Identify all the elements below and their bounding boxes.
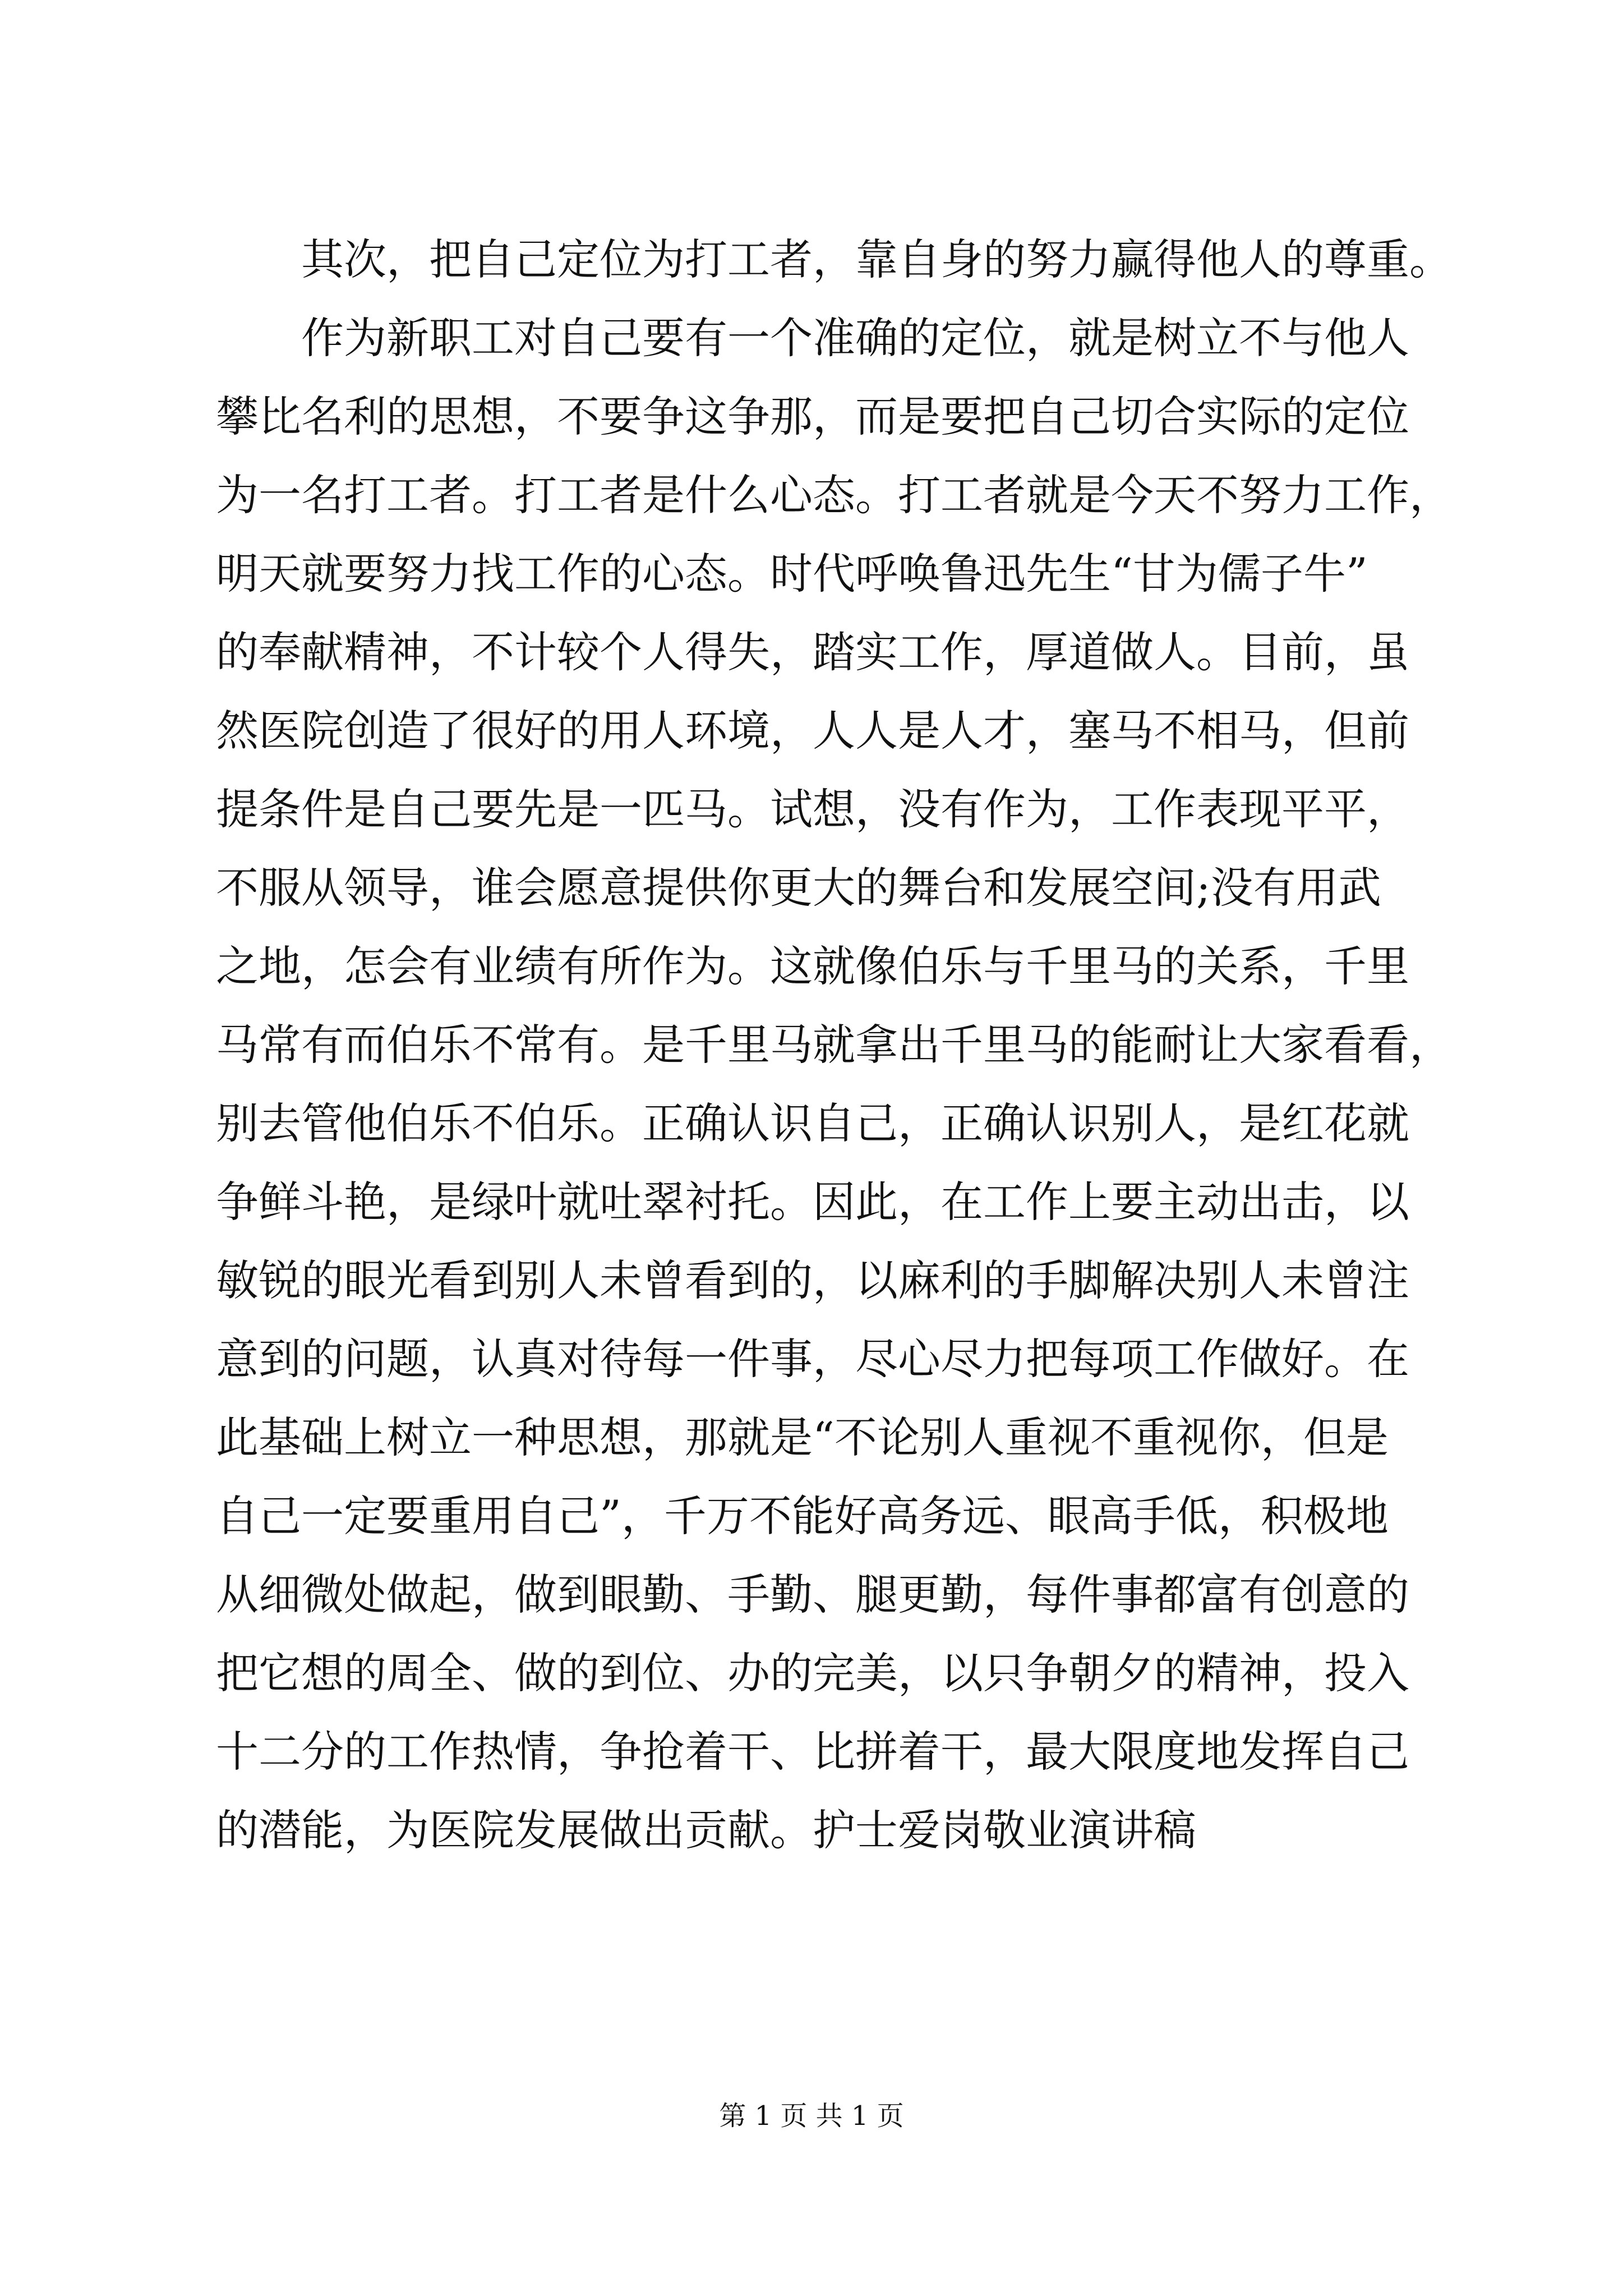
text-line: 为一名打工者。打工者是什么心态。打工者就是今天不努力工作，	[216, 470, 1452, 520]
text-line: 敏锐的眼光看到别人未曾看到的，以麻利的手脚解决别人未曾注	[216, 1255, 1409, 1305]
paragraph-heading-line: 其次，把自己定位为打工者，靠自身的努力赢得他人的尊重。	[301, 234, 1452, 284]
page-footer: 第 1 页 共 1 页	[719, 2100, 904, 2132]
text-line: 不服从领导，谁会愿意提供你更大的舞台和发展空间;没有用武	[216, 863, 1381, 913]
text-line: 明天就要努力找工作的心态。时代呼唤鲁迅先生“甘为儒子牛”	[216, 549, 1368, 599]
text-line: 意到的问题，认真对待每一件事，尽心尽力把每项工作做好。在	[216, 1334, 1409, 1384]
text-line: 把它想的周全、做的到位、办的完美，以只争朝夕的精神，投入	[216, 1648, 1409, 1698]
text-line: 的奉献精神，不计较个人得失，踏实工作，厚道做人。目前，虽	[216, 627, 1409, 677]
text-line: 作为新职工对自己要有一个准确的定位，就是树立不与他人	[301, 313, 1409, 363]
text-line: 别去管他伯乐不伯乐。正确认识自己，正确认识别人，是红花就	[216, 1098, 1409, 1148]
text-line: 之地，怎会有业绩有所作为。这就像伯乐与千里马的关系，千里	[216, 941, 1409, 991]
text-line: 的潜能，为医院发展做出贡献。护士爱岗敬业演讲稿	[216, 1805, 1196, 1855]
text-line: 马常有而伯乐不常有。是千里马就拿出千里马的能耐让大家看看，	[216, 1020, 1452, 1070]
text-line: 从细微处做起，做到眼勤、手勤、腿更勤，每件事都富有创意的	[216, 1570, 1409, 1619]
text-line: 提条件是自己要先是一匹马。试想，没有作为，工作表现平平，	[216, 784, 1409, 834]
text-line: 此基础上树立一种思想，那就是“不论别人重视不重视你，但是	[216, 1412, 1389, 1462]
text-line: 十二分的工作热情，争抢着干、比拼着干，最大限度地发挥自己	[216, 1727, 1409, 1777]
text-line: 攀比名利的思想，不要争这争那，而是要把自己切合实际的定位	[216, 392, 1409, 441]
text-line: 然医院创造了很好的用人环境，人人是人才，塞马不相马，但前	[216, 706, 1409, 756]
text-line: 争鲜斗艳，是绿叶就吐翠衬托。因此，在工作上要主动出击，以	[216, 1177, 1409, 1227]
text-line: 自己一定要重用自己”，千万不能好高务远、眼高手低，积极地	[216, 1491, 1389, 1541]
